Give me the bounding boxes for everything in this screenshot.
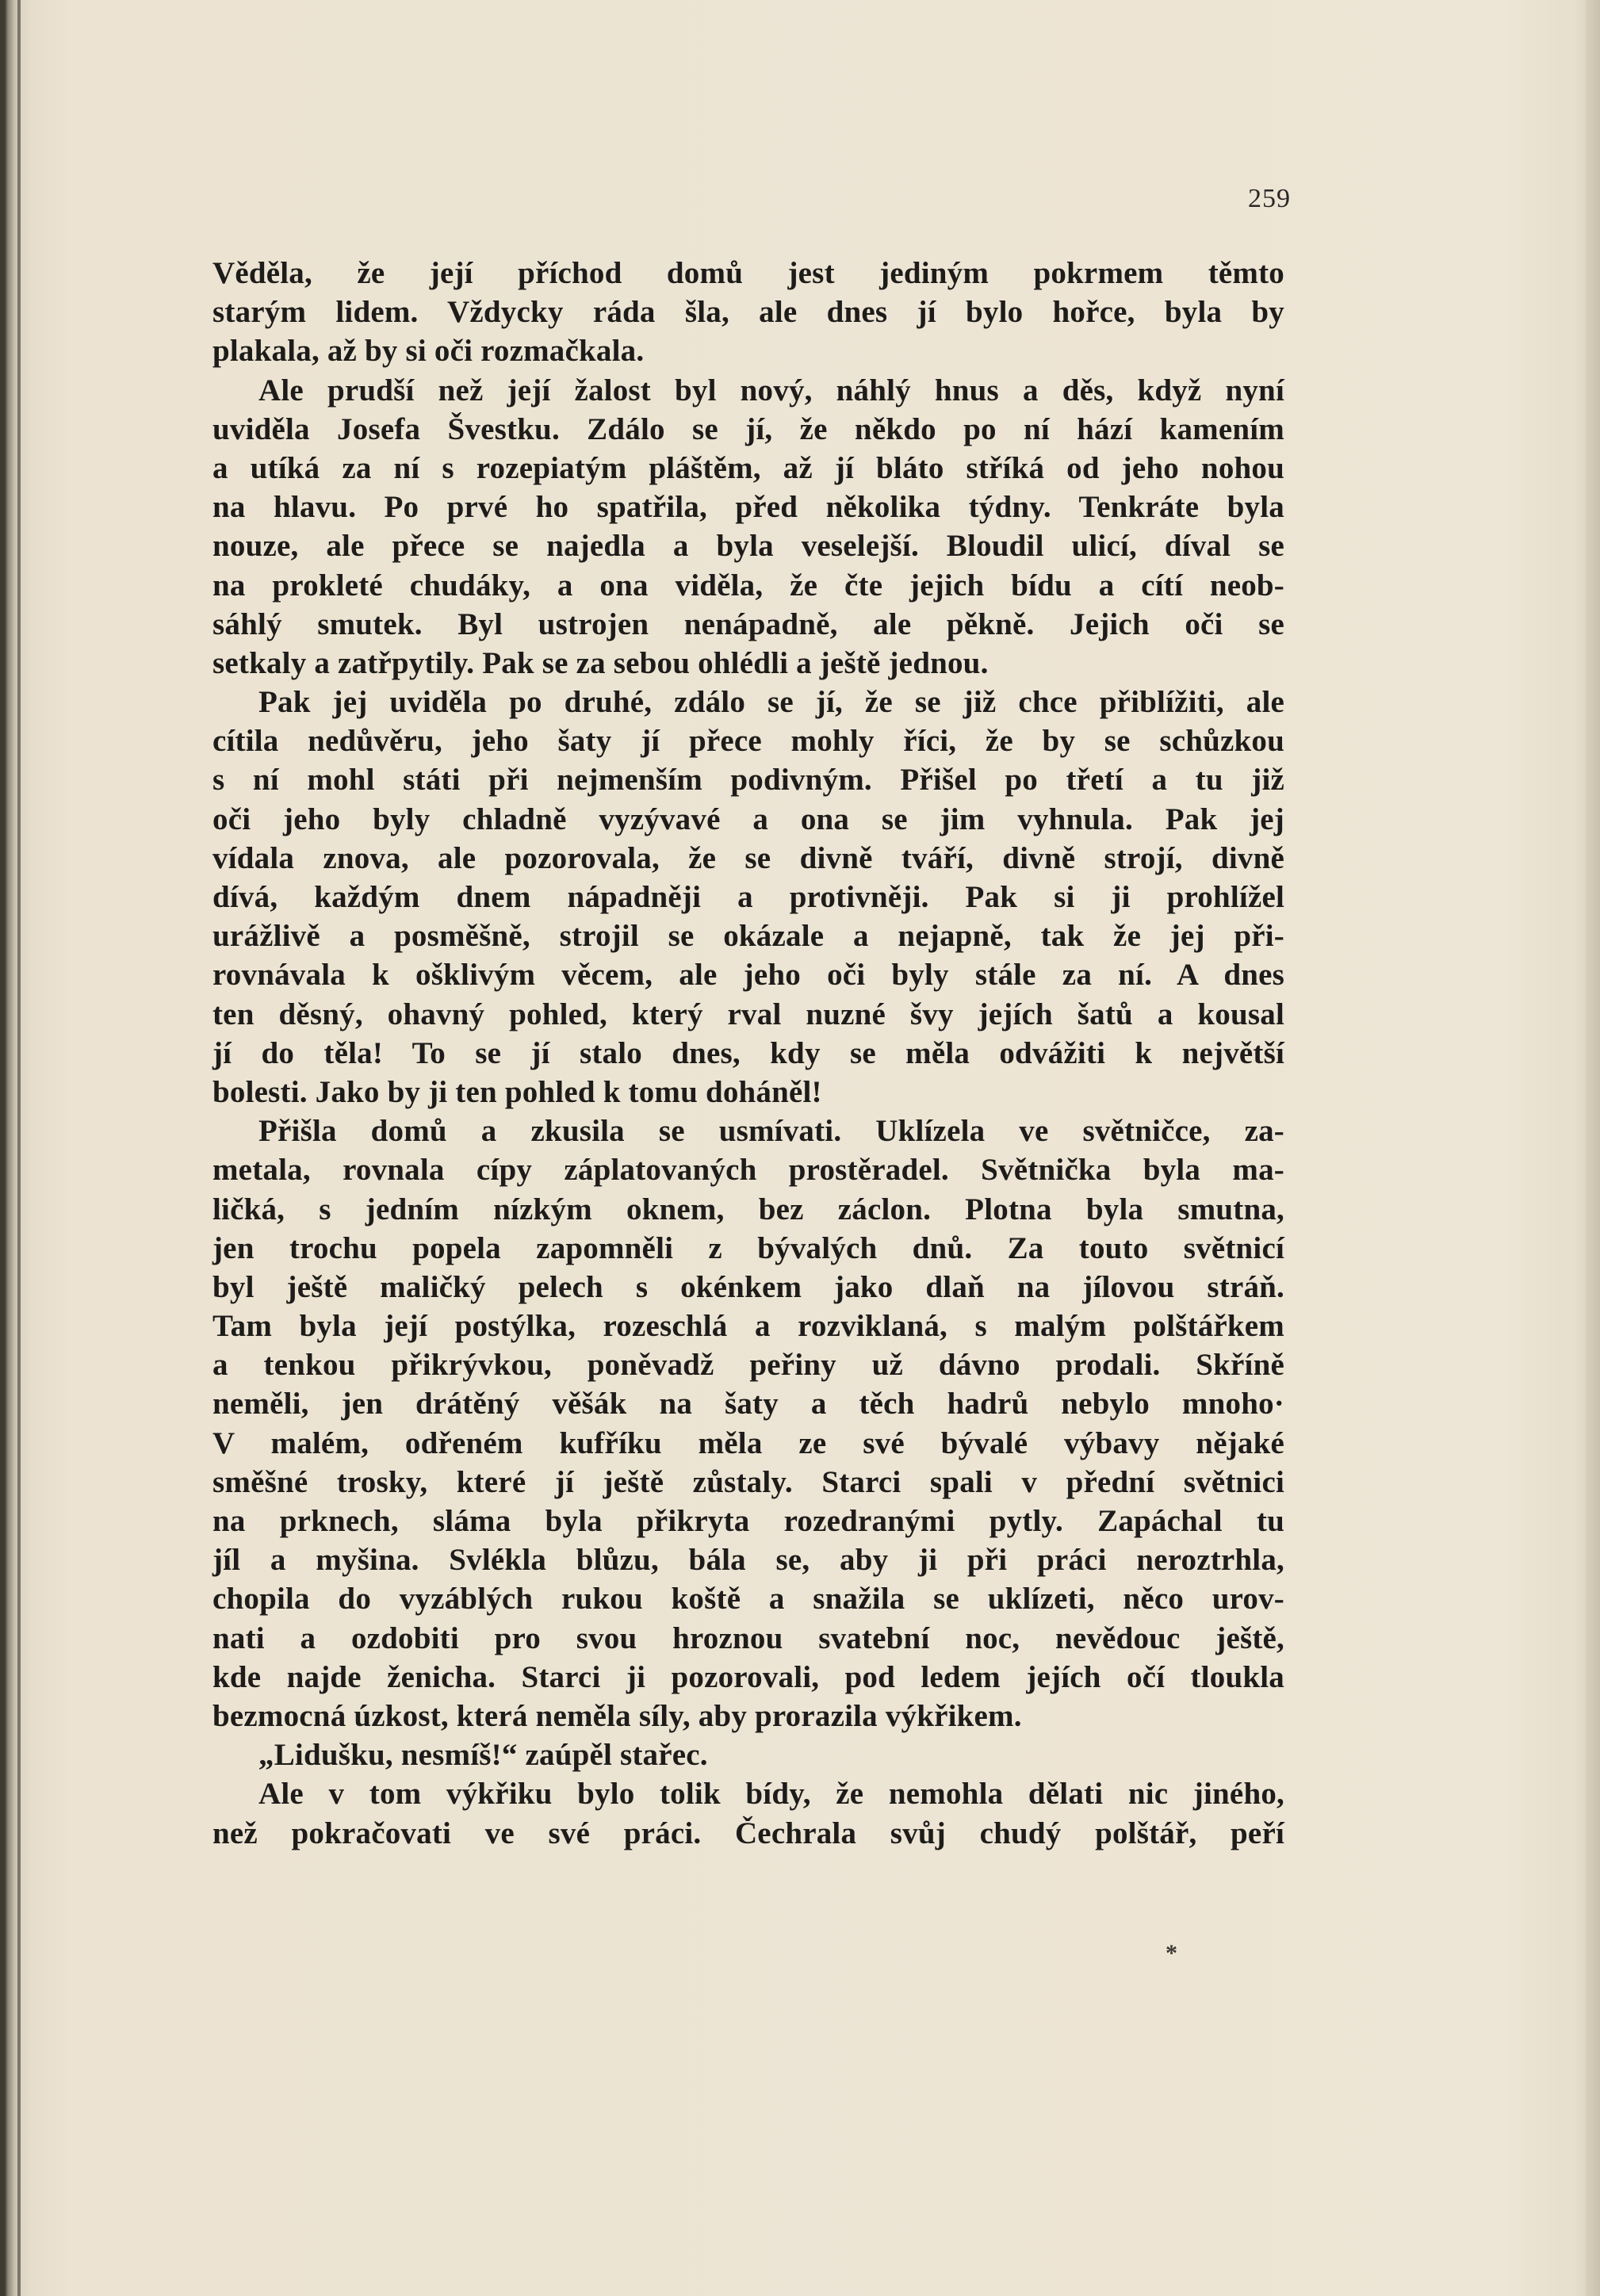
text-line: starým lidem. Vždycky ráda šla, ale dnes jí bylo hořce, byla by — [212, 295, 1284, 330]
text-line: nati a ozdobiti pro svou hroznou svatební noc, nevědouc ještě, — [212, 1621, 1284, 1655]
signature-mark: * — [1166, 1940, 1177, 1966]
text-line: neměli, jen drátěný věšák na šaty a těch hadrů nebylo mnoho· — [212, 1387, 1284, 1422]
text-line: „Lidušku, nesmíš!“ zaúpěl stařec. — [258, 1738, 708, 1773]
text-line: bezmocná úzkost, která neměla síly, aby prorazila výkřikem. — [212, 1698, 1022, 1733]
text-line: cítila nedůvěru, jeho šaty jí přece mohly říci, že by se schůzkou — [212, 724, 1284, 759]
text-line: Ale v tom výkřiku bylo tolik bídy, že nemohla dělati nic jiného, — [258, 1777, 1284, 1812]
text-line: směšné trosky, které jí ještě zůstaly. Starci spali v přední světnici — [212, 1464, 1284, 1499]
text-line: a tenkou přikrývkou, poněvadž peřiny už dávno prodali. Skříně — [212, 1348, 1284, 1383]
text-line: kde najde ženicha. Starci ji pozorovali, pod ledem jejích očí tloukla — [212, 1659, 1284, 1694]
text-line: sáhlý smutek. Byl ustrojen nenápadně, ale pěkně. Jejich oči se — [212, 607, 1284, 641]
text-line: jen trochu popela zapomněli z bývalých dnů. Za touto světnicí — [212, 1230, 1284, 1265]
body-text — [212, 254, 1284, 1853]
text-line: byl ještě maličký pelech s okénkem jako dlaň na jílovou stráň. — [212, 1269, 1284, 1304]
text-line: na prknech, sláma byla přikryta rozedranými pytly. Zapáchal tu — [212, 1504, 1284, 1538]
text-line: urážlivě a posměšně, strojil se okázale a nejapně, tak že jej při- — [212, 919, 1284, 954]
text-line: plakala, až by si oči rozmačkala. — [212, 334, 645, 369]
text-line: oči jeho byly chladně vyzývavé a ona se jim vyhnula. Pak jej — [212, 802, 1284, 836]
text-line: ličká, s jedním nízkým oknem, bez záclon. Plotna byla smutna, — [212, 1192, 1284, 1226]
text-line: bolesti. Jako by ji ten pohled k tomu doháněl! — [212, 1074, 822, 1109]
text-line: Přišla domů a zkusila se usmívati. Uklízela ve světničce, za- — [258, 1114, 1284, 1149]
text-line: V malém, odřeném kufříku měla ze své bývalé výbavy nějaké — [212, 1425, 1284, 1460]
text-line: chopila do vyzáblých rukou koště a snažila se uklízeti, něco urov- — [212, 1582, 1284, 1617]
text-line: setkaly a zatřpytily. Pak se za sebou ohlédli a ještě jednou. — [212, 645, 989, 680]
text-line: dívá, každým dnem nápadněji a protivněji. Pak si ji prohlížel — [212, 880, 1284, 914]
text-line: Tam byla její postýlka, rozeschlá a rozviklaná, s malým polštářkem — [212, 1309, 1284, 1344]
text-line: uviděla Josefa Švestku. Zdálo se jí, že někdo po ní hází kamením — [212, 411, 1284, 446]
text-line: ten děsný, ohavný pohled, který rval nuzné švy jejích šatů a kousal — [212, 997, 1284, 1031]
text-line: rovnávala k ošklivým věcem, ale jeho oči byly stále za ní. A dnes — [212, 958, 1284, 993]
text-line: Věděla, že její příchod domů jest jediným pokrmem těmto — [212, 256, 1284, 290]
text-line: než pokračovati ve své práci. Čechrala svůj chudý polštář, peří — [212, 1816, 1284, 1850]
text-line: s ní mohl státi při nejmenším podivným. Přišel po třetí a tu již — [212, 763, 1284, 798]
text-line: vídala znova, ale pozorovala, že se divně tváří, divně strojí, divně — [212, 840, 1284, 875]
page-edge — [1586, 0, 1600, 2296]
text-line: jí do těla! To se jí stalo dnes, kdy se měla odvážiti k největší — [212, 1035, 1284, 1070]
text-line: a utíká za ní s rozepiatým pláštěm, až jí bláto stříká od jeho nohou — [212, 450, 1284, 485]
page-number: 259 — [1248, 184, 1291, 213]
text-line: nouze, ale přece se najedla a byla veselejší. Bloudil ulicí, díval se — [212, 529, 1284, 564]
text-line: jíl a myšina. Svlékla blůzu, bála se, aby ji při práci neroztrhla, — [212, 1543, 1284, 1578]
text-line: metala, rovnala cípy záplatovaných prostěradel. Světnička byla ma- — [212, 1153, 1284, 1188]
text-line: na hlavu. Po prvé ho spatřila, před několika týdny. Tenkráte byla — [212, 490, 1284, 525]
text-line: Ale prudší než její žalost byl nový, náhlý hnus a děs, když nyní — [258, 373, 1284, 408]
binding-shadow — [17, 0, 21, 2296]
text-line: Pak jej uviděla po druhé, zdálo se jí, že se již chce přiblížiti, ale — [258, 685, 1284, 720]
text-line: na prokleté chudáky, a ona viděla, že čte jejich bídu a cítí neob- — [212, 568, 1284, 603]
